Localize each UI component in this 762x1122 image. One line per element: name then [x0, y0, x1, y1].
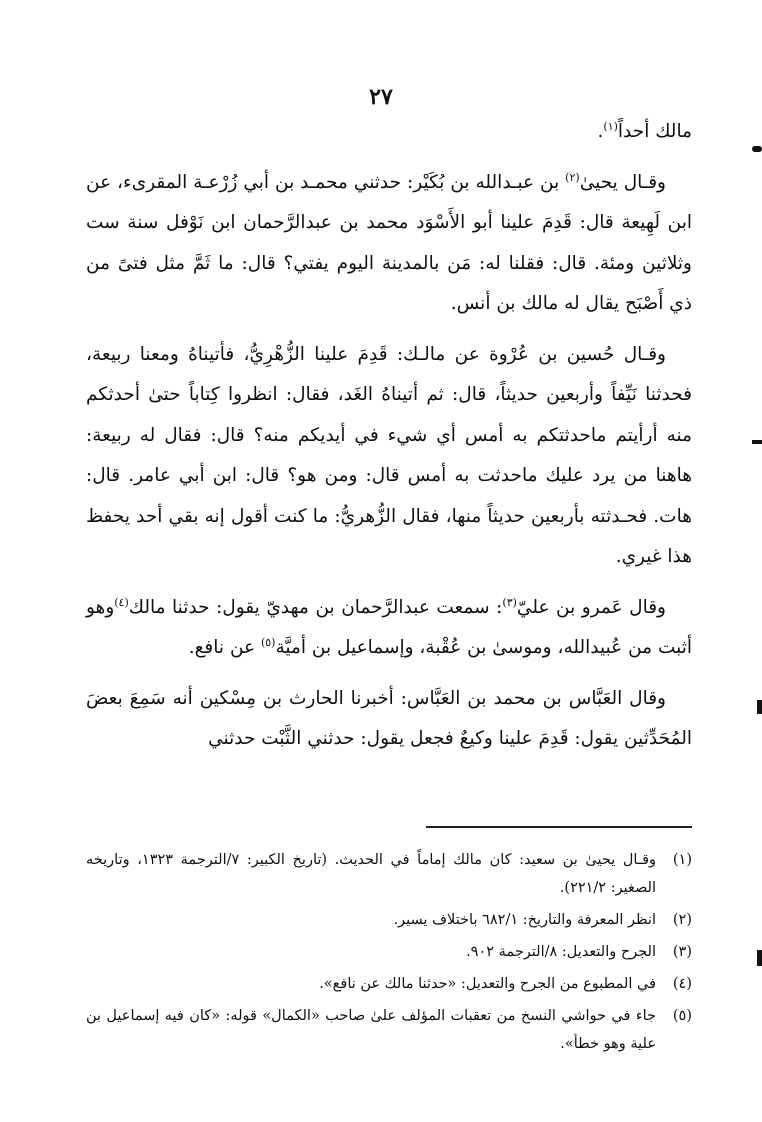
footnote-divider: [426, 826, 692, 828]
footnote-text: جاء في حواشي النسخ من تعقبات المؤلف علىٰ صاحب «الكمال» قوله: «كان فيه إسماعيل بن علية وهو خطأ».: [86, 1008, 656, 1052]
paragraph-text: بن عبـدالله بن بُكَيْر: حدثني محمـد بن أبي زُرْعـة المقرىء، عن ابن لَهِيعة قال: قَدِمَ علينا أبو الأَسْوَد محمد بن عبدالرَّحمان ابن نَوْفل سنة ست وثلاثين ومئة. قال: فقلنا له: مَن بالمدينة اليوم يفتي؟ قال: ما ثَمَّ مثل فتىً من ذي أَصْبَح يقال له مالك بن أنس.: [86, 171, 692, 314]
paragraph-text: وقـال يحيىٰ: [579, 171, 666, 193]
paragraph-text: .: [597, 121, 604, 142]
footnote-number: (٣): [672, 944, 692, 960]
paragraph: [86, 112, 692, 153]
footnote: [86, 846, 692, 902]
paragraph: [86, 335, 692, 578]
footnote: [86, 970, 692, 998]
footnote-number: (١): [672, 852, 692, 868]
paragraph: [86, 588, 692, 669]
footnote-text: في المطبوع من الجرح والتعديل: «حدثنا مالك عن نافع».: [319, 976, 656, 992]
footnote-marker: (٢): [565, 170, 580, 184]
footnote-text: وقـال يحيىٰ بن سعيد: كان مالك إماماً في الحديث. (تاريخ الكبير: ٧/الترجمة ١٣٢٣، وتاريخه الصغير: ٢٢١/٢).: [86, 852, 656, 896]
page-number: ٢٧: [369, 84, 393, 110]
main-text: [86, 112, 692, 760]
right-edge-mark: [757, 950, 762, 966]
paragraph-text: وقال العَبَّاس بن محمد بن العَبَّاس: أخبرنا الحارث بن مِسْكين أنه سَمِعَ بعضَ المُحَدِّثين يقول: قَدِمَ علينا وكيعٌ فجعل يقول: حدثني الثَّبْت حدثني: [86, 687, 692, 749]
paragraph-text: مالك أحداً: [617, 121, 692, 142]
footnote-marker: (٥): [260, 635, 276, 649]
paragraph-text: : سمعت عبدالرَّحمان بن مهديّ يقول: حدثنا مالك: [128, 596, 503, 618]
paragraph: [86, 163, 692, 325]
footnote-text: الجرح والتعديل: ٨/الترجمة ٩٠٢.: [466, 944, 656, 960]
paragraph: [86, 679, 692, 760]
footnote: [86, 1002, 692, 1058]
paragraph-text: عن نافع.: [188, 637, 261, 658]
footnote: [86, 906, 692, 934]
footnote-number: (٥): [672, 1008, 692, 1024]
right-edge-mark: [752, 146, 762, 152]
footnote-number: (٤): [672, 976, 692, 992]
footnote-marker: (١): [603, 119, 618, 133]
footnote-marker: (٤): [114, 595, 129, 609]
paragraph-text: وهو أثبت من عُبيدالله، وموسىٰ بن عُقْبة، وإسماعيل بن أميَّة: [86, 596, 692, 658]
right-edge-mark: [752, 440, 762, 444]
footnote-marker: (٣): [502, 595, 517, 609]
footnotes: [86, 846, 692, 1062]
footnote: [86, 938, 692, 966]
right-edge-mark: [757, 700, 762, 714]
footnote-text: انظر المعرفة والتاريخ: ٦٨٢/١ باختلاف يسير.: [393, 912, 656, 928]
footnote-number: (٢): [672, 912, 692, 928]
paragraph-text: وقـال حُسين بن عُرْوة عن مالـك: قَدِمَ علينا الزُّهْرِيُّ، فأتيناهُ ومعنا ربيعة، فحدثنا نَيِّفاً وأربعين حديثاً، قال: ثم أتيناهُ الغَد، فقال: انظروا كِتاباً حتىٰ أحدثكم منه أرأيتم ماحدثتكم به أمس أي شيء في أيديكم منه؟ قال: فقال له ربيعة: هاهنا من يرد عليك ماحدثت به أمس قال: ومن هو؟ قال: ابن أبي عامر. قال: هات. فحـدثته بأربعين حديثاً منها، فقال الزُّهريُّ: ما كنت أقول إنه بقي أحد يحفظ هذا غيري.: [86, 343, 692, 567]
paragraph-text: وقال عَمرو بن عليّ: [516, 596, 666, 618]
